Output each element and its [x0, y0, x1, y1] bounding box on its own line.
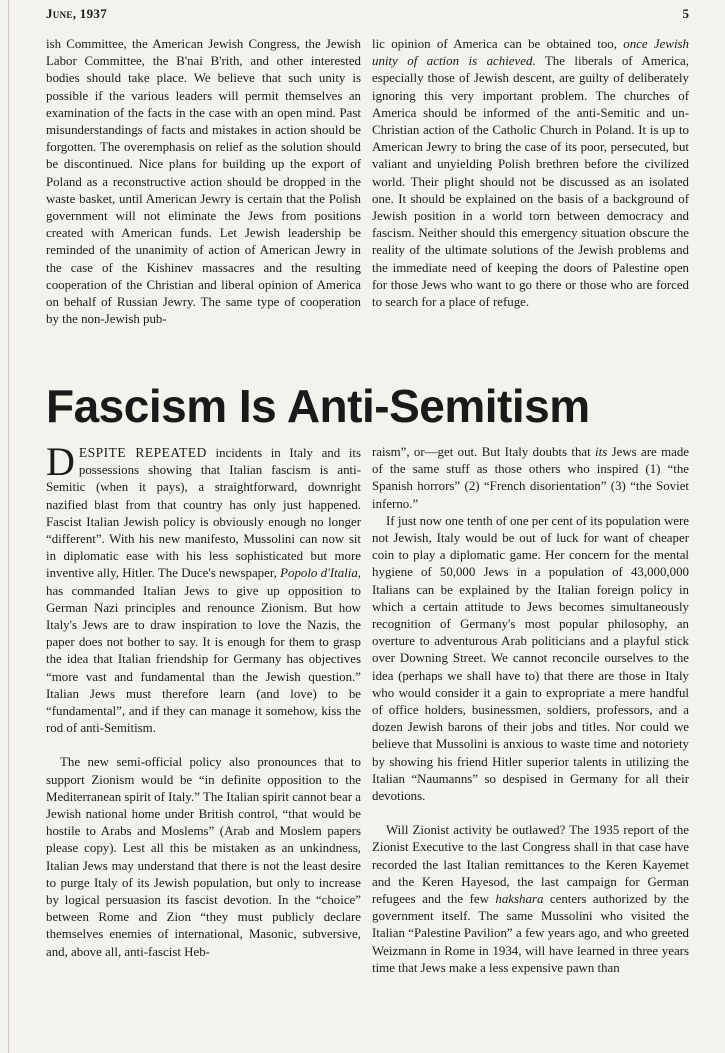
page-number: 5 — [682, 6, 689, 21]
text-run: lic opinion of America can be obtained too, — [372, 37, 624, 51]
text-run: . The liberals of America, especially those of Jewish descent, are guilty of deliberately ignoring this very important problem. The churches of America should be informed of the anti-Semitic and un-Christian action of the Catholic Church in Poland. It is up to American Jewry to bring the case of its poor, persecuted, but valiant and unyielding Polish brethren before the civilized world. Their plight should not be discussed as an isolated one. It should be explained on the basis of a background of Jewish position in a world torn between democracy and fascism. Neither should this emergency situation obscure the reality of the ultimate solutions of the Jewish problems and the immediate need of keeping the doors of Palestine open for those Jews who want to go there or those who are forced to search for a place of refuge. — [372, 54, 689, 310]
article-paragraph-4: If just now one tenth of one per cent of its population were not Jewish, Italy would be out of luck for want of cheaper coin to play a diplomatic game. Her concern for the mental hygiene of 50,000 Jews in a population of 43,000,000 Italians can be explained by the Italian foreign policy in which a certain attitude to Jews becomes simultaneously recognition of Germany's most popular philosophy, an overture to adventurous Arab politicians and a playful stick over Downing Street. We cannot reconcile ourselves to the idea (perhaps we shall have to) that there are those in Italy who would consider it a gain to expropriate a mere handful of office holders, businessmen, soldiers, professors, and a dozen Jewish barons of their jobs and titles. Nor could we believe that Mussolini is anxious to waste time and notoriety by showing his friend Hitler superior talents in utilizing the Italian “Naumanns” so despised in Germany for all their devotions. — [372, 513, 689, 804]
article-headline: Fascism Is Anti-Semitism — [46, 380, 590, 432]
article-right-column — [372, 444, 689, 977]
top-left-column — [46, 36, 361, 328]
text-run: raism”, or—get out. But Italy doubts that — [372, 445, 596, 459]
article-left-column — [46, 439, 361, 961]
drop-cap: D — [46, 439, 75, 484]
article-paragraph-5 — [372, 822, 689, 977]
article-paragraph-1 — [46, 439, 361, 737]
continued-paragraph-left: ish Committee, the American Jewish Congress, the Jewish Labor Committee, the B'nai B'rith, and other interested bodies should take place. We believe that such unity is possible if the various leaders will permit themselves an examination of the facts in the case with an open mind. Past misunderstandings of facts and mistakes in action should be forgotten. The overemphasis on relief as the solution should be discontinued. Nice plans for building up the export of Poland as a reconstructive action should be dropped in the waste basket, until American Jewry is certain that the Polish government will not eliminate the Jews from positions created with American funds. Let Jewish leadership be reminded of the unanimity of action of American Jewry in the case of the Kishinev massacres and the resulting cooperation of the Christian and liberal opinion of America on behalf of Russian Jewry. The same type of cooperation by the non-Jewish pub- — [46, 37, 361, 327]
text-run: incidents in Italy and its possessions showing that Italian fascism is anti-Semitic (when it pays), a straightforward, downright nazified blast from that country has only just happened. Fascist Italian Jewish policy is obviously enough no longer “different”. With his new manifesto, Mussolini can now sit in diplomatic ease with his less sophisticated but more inventive ally, Hitler. The Duce's newspaper, — [46, 446, 361, 581]
newspaper-title: Popolo d'Italia, — [280, 566, 361, 581]
text-run: centers authorized by the government itself. The same Mussolini who visited the Italian “Palestine Pavilion” a few years ago, and who greeted Weizmann in Rome in 1934, will have learned in three years time that Jews make a less expensive pawn than — [372, 892, 689, 975]
issue-date: June, 1937 — [46, 6, 108, 21]
emphasis-text: hakshara — [495, 892, 544, 907]
text-run: has commanded Italian Jews to give up opposition to German Nazi principles and renounce Zionism. But how Italy's Jews are to draw inspiration to love the Nazis, the paper does not bother to say. It is enough for them to grasp the idea that Italian friendship for Germany has objectives “more vast and fundamental than the Jewish question.” Italian Jews must therefore learn (and love) to be “fundamental”, and if they can manage it somehow, kiss the rod of anti-Semitism. — [46, 583, 361, 736]
emphasis-text: its — [595, 445, 608, 459]
continued-paragraph-right — [372, 36, 689, 311]
top-right-column — [372, 36, 689, 311]
text-run: Will Zionist activity be outlawed? The 1935 report of the Zionist Executive to the last Congress shall in that case have recorded the last Italian remittances to the Keren Kayemet and the Keren Hayesod, the last campaign for German refugees and the few — [372, 823, 689, 907]
emphasis-text: once Jewish unity of action is achieved — [372, 37, 690, 69]
page-edge-rule — [8, 0, 9, 1053]
article-paragraph-2: The new semi-official policy also pronounces that to support Zionism would be “in definite opposition to the Mediterranean spirit of Italy.” The Italian spirit cannot bear a Jewish national home under British control, “that would be hostile to Arabs and Moslems” (Arab and Moslem papers please copy). Lest all this be mistaken as an unkindness, Italian Jews may understand that there is not the least desire to purge Italy of its Jewish population, but only to increase by logical persuasion its fascist devotion. In the “choice” between Rome and Zion “they must publicly declare themselves enemies of international, Masonic, subversive, and, above all, anti-fascist Heb- — [46, 755, 361, 959]
article-paragraph-3 — [372, 444, 689, 513]
lead-in-caps: ESPITE REPEATED — [78, 445, 207, 460]
text-run: Jews are made of the same stuff as those others who inspired (1) “the Spanish horrors” (2) “French disorientation” (3) “the Soviet inferno.” — [372, 445, 689, 511]
running-head — [46, 6, 689, 26]
